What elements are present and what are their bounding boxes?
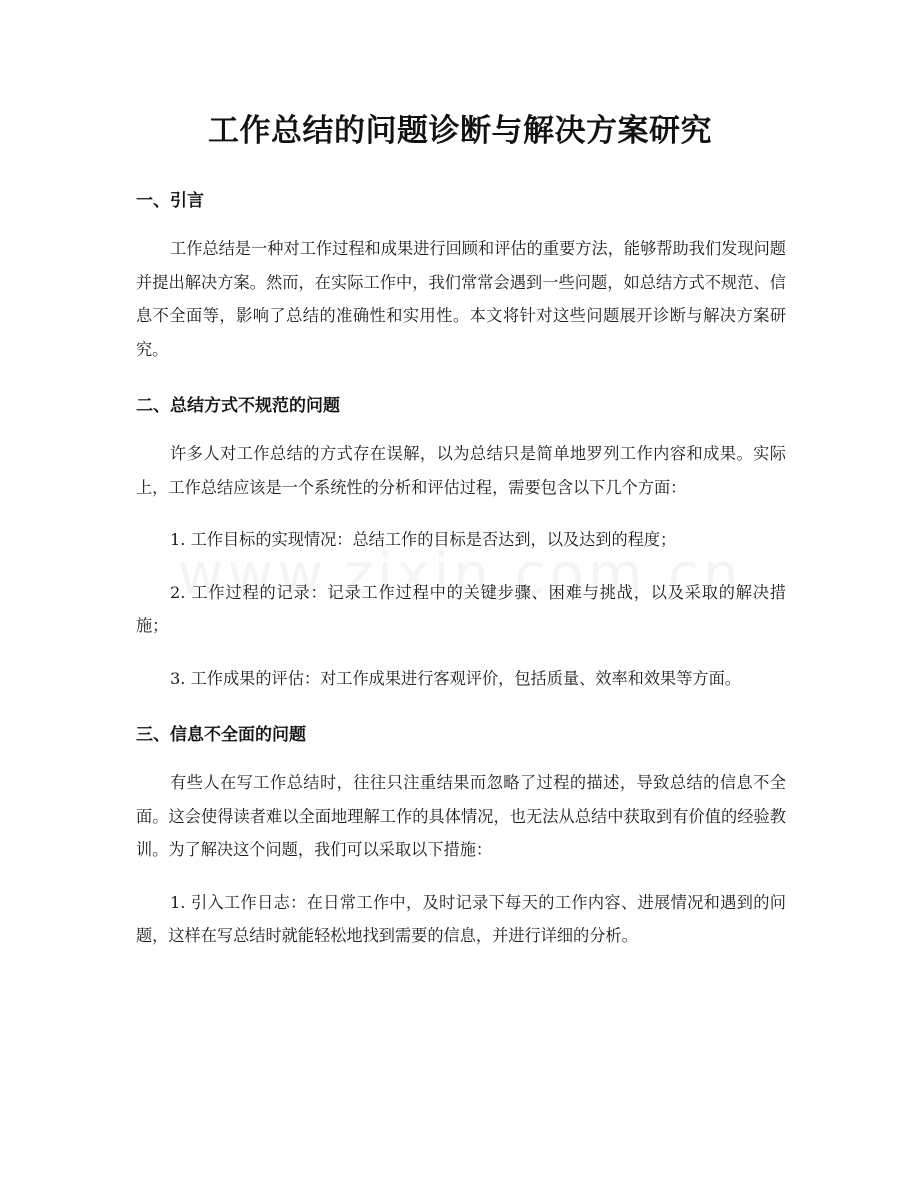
list-item: 3. 工作成果的评估：对工作成果进行客观评价，包括质量、效率和效果等方面。 — [170, 668, 741, 688]
paragraph: 工作总结是一种对工作过程和成果进行回顾和评估的重要方法，能够帮助我们发现问题并提出解决方案。然而，在实际工作中，我们常常会遇到一些问题，如总结方式不规范、信息不全面等，影响了总结的准确性和实用性。本文将针对这些问题展开诊断与解决方案研究。 — [136, 239, 786, 359]
paragraph: 许多人对工作总结的方式存在误解，以为总结只是简单地罗列工作内容和成果。实际上，工作总结应该是一个系统性的分析和评估过程，需要包含以下几个方面： — [136, 444, 786, 497]
section-heading-intro: 一、引言 — [136, 191, 204, 211]
section-heading-incomplete: 三、信息不全面的问题 — [136, 725, 306, 745]
list-item: 2. 工作过程的记录：记录工作过程中的关键步骤、困难与挑战，以及采取的解决措施； — [136, 582, 786, 635]
page-title: 工作总结的问题诊断与解决方案研究 — [208, 113, 712, 149]
section-heading-format: 二、总结方式不规范的问题 — [136, 396, 340, 416]
document-body — [136, 183, 786, 953]
list-item: 1. 引入工作日志：在日常工作中，及时记录下每天的工作内容、进展情况和遇到的问题，这样在写总结时就能轻松地找到需要的信息，并进行详细的分析。 — [136, 892, 786, 945]
list-item: 1. 工作目标的实现情况：总结工作的目标是否达到，以及达到的程度； — [170, 530, 677, 549]
paragraph: 有些人在写工作总结时，往往只注重结果而忽略了过程的描述，导致总结的信息不全面。这会使得读者难以全面地理解工作的具体情况，也无法从总结中获取到有价值的经验教训。为了解决这个问题，我们可以采取以下措施： — [136, 773, 786, 859]
